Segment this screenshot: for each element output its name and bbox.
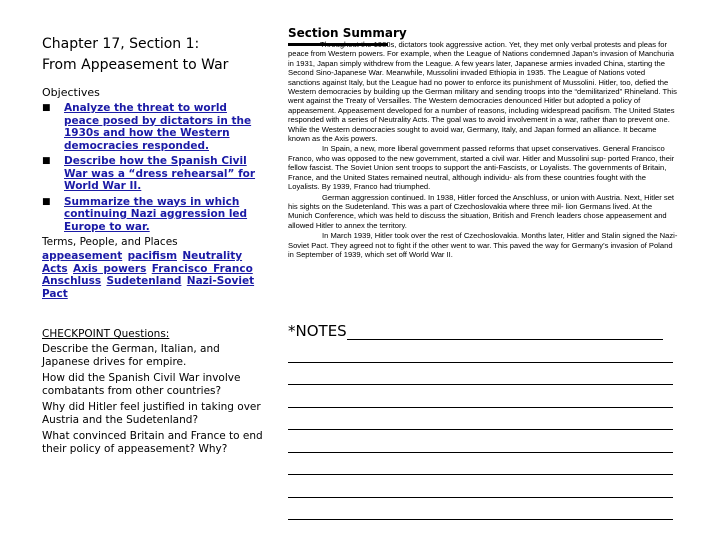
term-link[interactable]: appeasement	[42, 250, 123, 262]
notes-writing-line[interactable]	[288, 340, 673, 363]
term-link[interactable]: pacifism	[127, 250, 178, 262]
term-link[interactable]: Nazi-Soviet Pact	[42, 275, 255, 300]
notes-label: *NOTES	[288, 322, 347, 340]
notes-writing-line[interactable]	[288, 408, 673, 431]
summary-paragraph: German aggression continued. In 1938, Hitler forced the Anschluss, or union with Austria. Next, Hitler set his sights on the Sudetenland. This was a part of Czechoslovakia where three mil- lion Germans lived. At the Munich Conference, which was held to discuss the situation, British and French leaders chose appeasement and allowed Hitler to annex the territory.	[288, 192, 675, 230]
terms-heading: Terms, People, and Places	[42, 236, 178, 248]
notes-writing-line[interactable]	[288, 430, 673, 453]
bullet-icon: ■	[42, 196, 51, 207]
objective-link[interactable]: Summarize the ways in which continuing Nazi aggression led Europe to war.	[64, 195, 248, 233]
notes-writing-line[interactable]	[288, 385, 673, 408]
term-link[interactable]: Anschluss	[42, 275, 102, 287]
summary-paragraph: Throughout the 1930s, dictators took aggressive action. Yet, they met only verbal protests and pleas for peace from Western powers. For example, when the League of Nations condemned Japan’s invasion of Manchuria in 1931, Japan simply withdrew from the League. A few years later, Japanese armies invaded China, starting the Second Sino-Japanese War. Meanwhile, Mussolini invaded Ethiopia in 1935. The League of Nations voted sanctions against Italy, but the League had no power to enforce its punishment of Mussolini. Hitler, too, defied the Western democracies by building up the German military and sending troops into the “demilitarized” Rhineland. This went against the Treaty of Versailles. The Western democracies denounced Hitler but adopted a policy of appeasement. Appeasement developed for a number of reasons, including widespread pacifism. The United States responded with a series of Neutrality Acts. The goal was to avoid involvement in a war, rather than to prevent one. While the Western democracies sought to avoid war, Germany, Italy, and Japan formed an alliance. It became known as the Axis powers.	[288, 40, 677, 144]
summary-paragraph: In March 1939, Hitler took over the rest of Czechoslovakia. Months later, Hitler and Stalin signed the Nazi-Soviet Pact. They agreed not to fight if the other went to war. This paved the way for Germany’s invasion of Poland in September of 1939, which set off World War II.	[288, 231, 678, 259]
objective-link[interactable]: Describe how the Spanish Civil War was a “dress rehearsal” for World War II.	[64, 155, 256, 192]
summary-paragraph: In Spain, a new, more liberal government passed reforms that upset conservatives. General Francisco Franco, who was opposed to the new government, started a civil war. Hitler and Mussolini sup- ported Franco, their fellow fascist. The Soviet Union sent troops to support the anti-Fascists, or Loyalists. The governments of Britain, France, and the United States remained neutral, although individu- als from these countries fought with the Loyalists. By 1939, Franco had triumphed.	[288, 144, 675, 192]
term-link[interactable]: Axis powers	[72, 262, 147, 275]
checkpoint-question: Why did Hitler feel justified in taking over Austria and the Sudetenland?	[42, 401, 261, 426]
term-link[interactable]: Francisco Franco	[151, 262, 253, 275]
notes-writing-line[interactable]	[347, 325, 663, 340]
notes-writing-line[interactable]	[288, 453, 673, 476]
objectives-list	[42, 102, 264, 233]
term-link[interactable]: Sudetenland	[106, 275, 182, 287]
checkpoint-section	[42, 328, 264, 456]
checkpoint-question: How did the Spanish Civil War involve combatants from other countries?	[42, 372, 241, 397]
notes-header	[288, 322, 673, 340]
checkpoint-heading: CHECKPOINT Questions:	[42, 328, 170, 340]
title-line-1: Chapter 17, Section 1:	[42, 36, 200, 52]
objective-link[interactable]: Analyze the threat to world peace posed by dictators in the 1930s and how the Western democracies responded.	[64, 102, 252, 152]
checkpoint-question: Describe the German, Italian, and Japanese drives for empire.	[42, 343, 220, 368]
bullet-icon: ■	[42, 103, 51, 113]
chapter-title	[42, 34, 264, 76]
title-line-2: From Appeasement to War	[42, 57, 229, 73]
bullet-icon: ■	[42, 156, 51, 166]
objective-item	[42, 102, 264, 152]
checkpoint-question: What convinced Britain and France to end their policy of appeasement? Why?	[42, 430, 263, 455]
notes-writing-line[interactable]	[288, 363, 673, 386]
notes-section	[288, 322, 673, 520]
notes-writing-line[interactable]	[288, 475, 673, 498]
term-link[interactable]: Neutrality Acts	[42, 250, 243, 275]
left-column	[42, 34, 264, 459]
summary-body	[288, 40, 678, 259]
section-summary	[288, 24, 678, 260]
terms-list	[42, 250, 264, 300]
objectives-heading: Objectives	[42, 86, 100, 99]
objective-item	[42, 155, 264, 193]
objective-item	[42, 196, 264, 234]
summary-heading: Section Summary	[288, 26, 407, 40]
notes-writing-line[interactable]	[288, 498, 673, 521]
